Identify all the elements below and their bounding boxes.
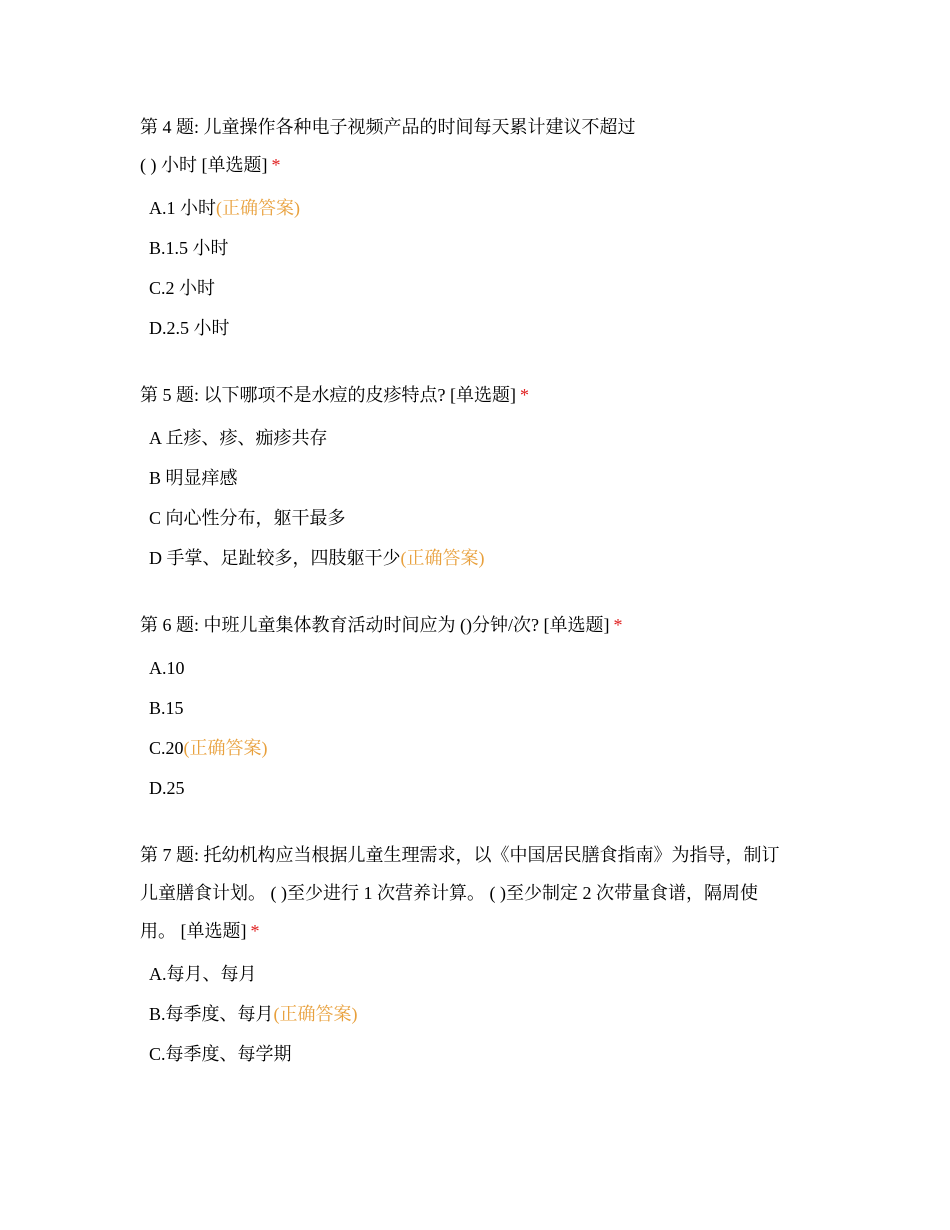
option-text: A.10	[149, 658, 185, 678]
option-text: C.20	[149, 738, 184, 758]
option-text: B 明显痒感	[149, 468, 238, 488]
option-text: D.2.5 小时	[149, 318, 230, 338]
option-a[interactable]	[140, 188, 820, 228]
option-b[interactable]	[140, 688, 820, 728]
correct-answer-label: (正确答案)	[216, 198, 300, 218]
correct-answer-label: (正确答案)	[400, 548, 485, 568]
question-title-text-cont: 儿童膳食计划。 ( )至少进行 1 次营养计算。 ( )至少制定 2 次带量食谱，隔周使	[140, 883, 758, 903]
option-text: B.每季度、每月	[149, 1004, 274, 1024]
question-title-text: 第 7 题: 托幼机构应当根据儿童生理需求，以《中国居民膳食指南》为指导，制订	[140, 845, 780, 865]
option-d[interactable]	[140, 768, 820, 808]
option-text: B.15	[149, 698, 184, 718]
option-c[interactable]	[140, 1034, 820, 1074]
option-text: A 丘疹、疹、痂疹共存	[149, 428, 328, 448]
option-text: A.1 小时	[149, 198, 216, 218]
option-text: C.2 小时	[149, 278, 216, 298]
option-b[interactable]	[140, 994, 820, 1034]
question-7	[140, 836, 820, 1074]
question-4	[140, 108, 820, 348]
question-title	[140, 606, 820, 644]
required-mark: *	[613, 615, 623, 635]
option-d[interactable]	[140, 538, 820, 578]
option-b[interactable]	[140, 228, 820, 268]
option-a[interactable]	[140, 648, 820, 688]
option-b[interactable]	[140, 458, 820, 498]
option-c[interactable]	[140, 728, 820, 768]
option-text: B.1.5 小时	[149, 238, 229, 258]
question-title-text: 第 5 题: 以下哪项不是水痘的皮疹特点? [单选题]	[140, 385, 516, 405]
option-c[interactable]	[140, 268, 820, 308]
correct-answer-label: (正确答案)	[273, 1004, 358, 1024]
required-mark: *	[519, 385, 529, 405]
question-6	[140, 606, 820, 808]
option-d[interactable]	[140, 308, 820, 348]
option-a[interactable]	[140, 418, 820, 458]
question-title-text-cont2: 用。 [单选题]	[140, 921, 247, 941]
required-mark: *	[271, 155, 281, 175]
option-c[interactable]	[140, 498, 820, 538]
required-mark: *	[250, 921, 260, 941]
option-text: A.每月、每月	[149, 964, 257, 984]
options-list	[140, 954, 820, 1074]
option-text: D 手掌、足趾较多，四肢躯干少	[149, 548, 401, 568]
option-text: C 向心性分布，躯干最多	[149, 508, 346, 528]
question-5	[140, 376, 820, 578]
question-title-text: 第 4 题: 儿童操作各种电子视频产品的时间每天累计建议不超过	[140, 117, 636, 137]
options-list	[140, 188, 820, 348]
quiz-page	[140, 108, 820, 1074]
question-title	[140, 836, 820, 950]
question-title-text-cont: ( ) 小时 [单选题]	[140, 155, 268, 175]
option-text: D.25	[149, 778, 185, 798]
correct-answer-label: (正确答案)	[183, 738, 268, 758]
options-list	[140, 418, 820, 578]
question-title	[140, 376, 820, 414]
options-list	[140, 648, 820, 808]
option-text: C.每季度、每学期	[149, 1044, 292, 1064]
option-a[interactable]	[140, 954, 820, 994]
question-title-text: 第 6 题: 中班儿童集体教育活动时间应为 ()分钟/次? [单选题]	[140, 615, 610, 635]
question-title	[140, 108, 820, 184]
